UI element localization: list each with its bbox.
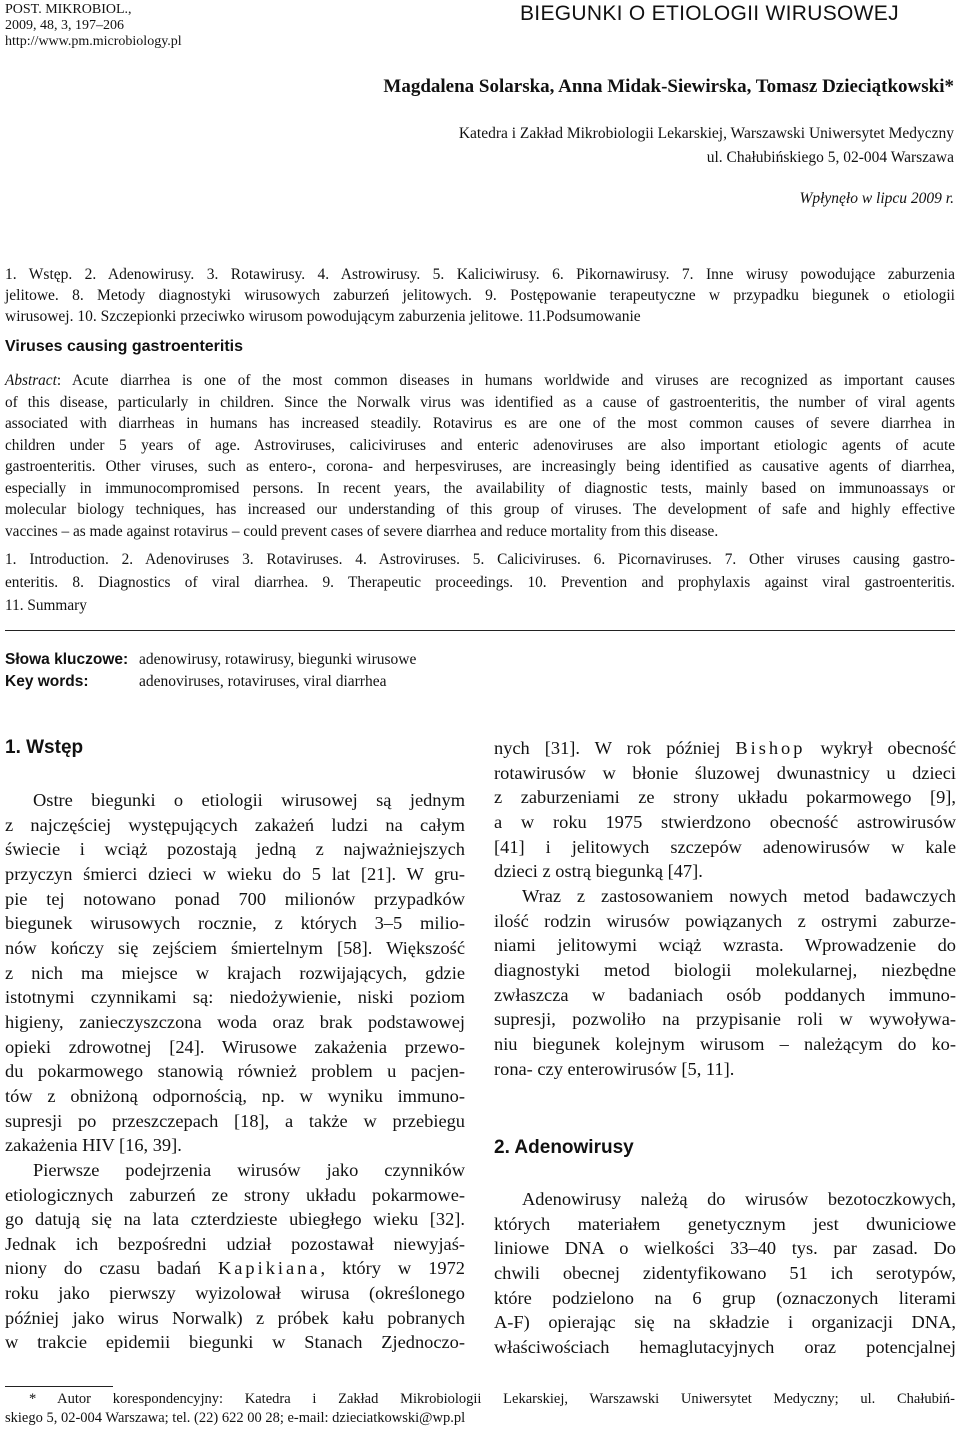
abstract-line: children under 5 years of age. Astroviruses, caliciviruses and enteric adenoviruses are also important etiologic agents of acute	[5, 436, 955, 454]
toc-pl-line: 1. Wstęp. 2. Adenowirusy. 3. Rotawirusy. 4. Astrowirusy. 5. Kaliciwirusy. 6. Pikornawirusy. 7. Inne wirusy powodujące zaburzenia	[5, 266, 955, 283]
body-line: w trakcie epidemii biegunki w Stanach Zjednoczo-	[5, 1332, 465, 1353]
body-line: go datują się na lata czterdzieste ubiegłego wieku [32].	[5, 1209, 465, 1230]
abstract-line: especially in immunocompromised persons. In recent years, the availability of diagnostic tests, mainly based on immunoassays or	[5, 479, 955, 497]
abstract	[5, 370, 955, 542]
abstract-line: of this disease, particularly in children. Since the Norwalk virus was identified as a cause of gastroenteritis, the number of viral agents	[5, 393, 955, 411]
affiliation-line-1: Katedra i Zakład Mikrobiologii Lekarskiej, Warszawski Uniwersytet Medyczny	[458, 125, 954, 142]
toc-en-line: 11. Summary	[5, 597, 87, 614]
abstract-line: associated with diarrheas in humans has increased steadily. Rotavirus es are one of the most common causes of severe diarrhea in	[5, 415, 955, 432]
section-2-title: 2. Adenowirusy	[494, 1137, 634, 1158]
abstract-line: molecular biology techniques, has increased our understanding of this group of viruses. The development of safe and highly effective	[5, 501, 955, 518]
body-line: które podzielono na 6 grup (oznaczonych literami	[494, 1287, 956, 1308]
footnote	[5, 1390, 955, 1428]
toc-polish	[5, 264, 955, 327]
article-title: BIEGUNKI O ETIOLOGII WIRUSOWEJ	[520, 2, 899, 25]
body-line: ilość rodzin wirusów powiązanych z ostrymi zaburze-	[494, 910, 956, 931]
body-line: Jednak ich bezpośredni udział pozostawał niewyjaś-	[5, 1233, 465, 1254]
footnote-line: skiego 5, 02-004 Warszawa; tel. (22) 622 00 28; e-mail: dzieciatkowski@wp.pl	[5, 1410, 466, 1426]
journal-name: POST. MIKROBIOL.,	[5, 2, 132, 17]
body-line: niami jelitowymi wciąż wzrasta. Wprowadzenie do	[494, 935, 956, 956]
body-line: niu biegunek kolejnym wirusom – należącym do ko-	[494, 1033, 956, 1054]
author-name: Kapikiana	[217, 1258, 321, 1279]
body-line: właściwościach hemaglutacyjnych oraz potencjalnej	[494, 1336, 956, 1357]
body-line: opieki zdrowotnej [24]. Wirusowe zakażenia przewo-	[5, 1036, 465, 1057]
section-1-body	[5, 788, 465, 1355]
body-line: niony do czasu badań Kapikiana, który w 1972	[5, 1258, 465, 1279]
received-date: Wpłynęło w lipcu 2009 r.	[799, 190, 954, 207]
keywords	[5, 649, 416, 693]
body-line: których materiałem genetycznym jest dwuniciowe	[494, 1213, 956, 1234]
body-line: Ostre biegunki o etiologii wirusowej są jednym	[33, 790, 465, 810]
english-title: Viruses causing gastroenteritis	[5, 338, 244, 355]
divider	[5, 630, 955, 631]
abstract-line: gastroenteritis. Other viruses, such as entero-, corona- and herpesviruses, are increasingly being identified as causative agents of diarrhea,	[5, 458, 955, 475]
body-line: tów z obniżoną odpornością, np. w wyniku immuno-	[5, 1085, 465, 1106]
toc-english	[5, 548, 955, 617]
body-line: supresji po przeszczepach [18], a także w przebiegu	[5, 1110, 465, 1131]
body-line: Pierwsze podejrzenia wirusów jako czynników	[33, 1159, 465, 1180]
body-line: przyczyn śmierci dzieci w wieku do 5 lat [21]. W gru-	[5, 863, 465, 884]
keywords-pl-label: Słowa kluczowe:	[5, 651, 129, 668]
journal-volume: 2009, 48, 3, 197–206	[5, 18, 124, 33]
keywords-en-label: Key words:	[5, 673, 89, 690]
body-line: nych [31]. W rok później Bishop wykrył obecność	[494, 738, 956, 758]
journal-citation	[5, 2, 182, 50]
toc-pl-line: wirusowej. 10. Szczepionki przeciwko wirusom powodującym zaburzenia jelitowe. 11.Podsumowanie	[5, 308, 641, 325]
article-authors: Magdalena Solarska, Anna Midak-Siewirska, Tomasz Dzieciątkowski*	[383, 76, 954, 97]
body-line: świecie i wciąż pozostają jedną z najważniejszych	[5, 839, 465, 860]
body-line: etiologicznych zaburzeń ze strony układu pokarmowe-	[5, 1184, 465, 1205]
body-line: roku jako pierwszy wyizolował wirusa (określonego	[5, 1283, 465, 1304]
keywords-pl-value: adenowirusy, rotawirusy, biegunki wirusowe	[139, 651, 417, 668]
section-1-title: 1. Wstęp	[5, 737, 84, 758]
body-line: istotnymi czynnikami są: niedożywienie, niski poziom	[5, 987, 465, 1008]
body-line: diagnostyki metod biologii molekularnej, niezbędne	[494, 959, 956, 980]
body-line: Adenowirusy należą do wirusów bezotoczkowych,	[522, 1189, 956, 1209]
body-line: z zaburzeniami ze strony układu pokarmowego [9],	[494, 787, 956, 808]
body-line: du pokarmowego stanowią również problem u pacjen-	[5, 1061, 465, 1082]
toc-en-line: enteritis. 8. Diagnostics of viral diarrhea. 9. Therapeutic proceedings. 10. Prevention and prophylaxis against viral gastroenteritis.	[5, 574, 955, 591]
body-line: chwili obecnej zidentyfikowano 51 ich serotypów,	[494, 1262, 956, 1283]
body-line: Wraz z zastosowaniem nowych metod badawczych	[522, 885, 956, 906]
affiliation-line-2: ul. Chałubińskiego 5, 02-004 Warszawa	[706, 149, 954, 166]
abstract-line: Abstract: Acute diarrhea is one of the most common diseases in humans worldwide and viruses are recognized as important causes	[5, 372, 955, 389]
author-name: Bishop	[735, 738, 806, 758]
body-line: zwłaszcza w badaniach osób poddanych immuno-	[494, 984, 956, 1005]
keywords-en-value: adenoviruses, rotaviruses, viral diarrhea	[139, 673, 387, 690]
body-line: pie tej notowano ponad 700 milionów przypadków	[5, 888, 465, 909]
body-line: A-F) opierając się na składzie i organizacji DNA,	[494, 1312, 956, 1333]
body-line: rona- czy enterowirusów [5, 11].	[494, 1058, 735, 1079]
body-line: z nich ma miejsce w krajach rozwijających, gdzie	[5, 962, 465, 983]
body-line: liniowe DNA o wielkości 33–40 tys. par zasad. Do	[494, 1238, 956, 1259]
abstract-line: vaccines – as made against rotavirus – could prevent cases of severe diarrhea and reduce mortality from this disease.	[5, 522, 719, 540]
body-line: a w roku 1975 stwierdzono obecność astrowirusów	[494, 811, 956, 832]
footnote-divider	[5, 1386, 113, 1387]
toc-en-line: 1. Introduction. 2. Adenoviruses 3. Rotaviruses. 4. Astroviruses. 5. Caliciviruses. 6. Picornaviruses. 7. Other viruses causing gastro-	[5, 551, 955, 568]
body-line: później jako wirus Norwalk) z próbek kału pobranych	[5, 1307, 465, 1328]
body-line: supresji, pozwoliło na przypisanie roli w wywoływa-	[494, 1009, 956, 1030]
body-line: z najczęściej występujących zakażeń ludzi na całym	[5, 814, 465, 835]
body-line: dzieci z ostrą biegunką [47].	[494, 861, 703, 882]
toc-pl-line: jelitowe. 8. Metody diagnostyki wirusowych zaburzeń jelitowych. 9. Postępowanie terapeutyczne w przypadku biegunek o etiologii	[5, 287, 955, 304]
journal-url[interactable]: http://www.pm.microbiology.pl	[5, 34, 182, 49]
abstract-label: Abstract	[5, 372, 57, 389]
section-2-body	[494, 1187, 956, 1360]
body-line: higieny, zanieczyszczona woda oraz brak podstawowej	[5, 1011, 465, 1032]
footnote-line: * Autor korespondencyjny: Katedra i Zakład Mikrobiologii Lekarskiej, Warszawski Uniwersytet Medyczny; ul. Chałubiń-	[29, 1391, 955, 1407]
body-line: zakażenia HIV [16, 39].	[5, 1135, 182, 1156]
column-2-body	[494, 736, 956, 1081]
body-line: rotawirusów w błonie śluzowej dwunastnicy u dzieci	[494, 762, 956, 783]
body-line: nów kończy się zejściem śmiertelnym [58]. Większość	[5, 937, 465, 958]
body-line: [41] i jelitowych szczepów adenowirusów w kale	[494, 836, 956, 857]
body-line: biegunek wirusowych rocznie, z których 3–5 milio-	[5, 913, 465, 934]
